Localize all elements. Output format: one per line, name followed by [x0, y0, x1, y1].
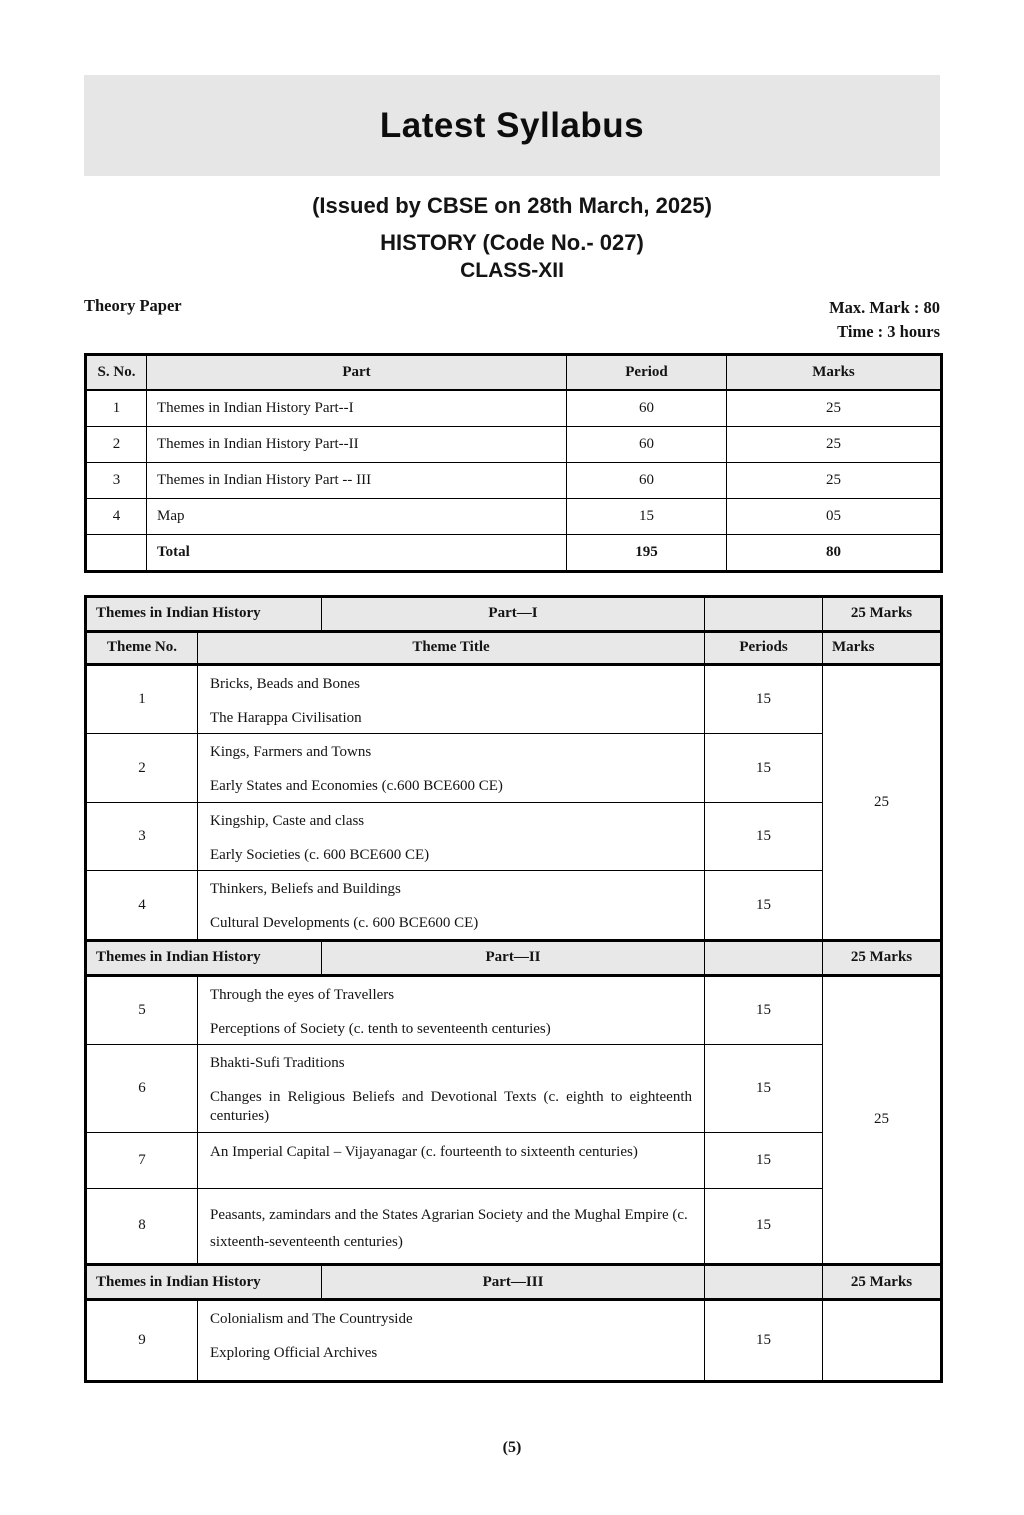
section-marks: 25 — [823, 975, 942, 1264]
row-sno: 1 — [86, 390, 147, 427]
issued-line: (Issued by CBSE on 28th March, 2025) — [312, 193, 712, 218]
theme-no: 5 — [86, 975, 198, 1045]
max-mark-label: Max. Mark : 80 — [829, 298, 940, 317]
theme-periods: 15 — [705, 1132, 823, 1188]
total-sno — [86, 534, 147, 571]
section-label: Themes in Indian History — [86, 596, 322, 631]
theme-periods: 15 — [705, 1188, 823, 1265]
theme-no: 7 — [86, 1132, 198, 1188]
theme-title: Bricks, Beads and Bones — [210, 675, 360, 692]
theme-subtitle: Changes in Religious Beliefs and Devotional Texts (c. eighth to eighteenth centuries) — [210, 1089, 692, 1124]
theme-title-cell — [198, 871, 705, 941]
theme-title-cell — [198, 1132, 705, 1188]
section-empty-cell — [705, 596, 823, 631]
row-marks: 05 — [727, 498, 942, 534]
header-part: Part — [147, 354, 567, 390]
section-label: Themes in Indian History — [86, 940, 322, 975]
marks-time-block — [829, 296, 940, 344]
section-marks: 25 — [823, 664, 942, 940]
theme-no: 6 — [86, 1045, 198, 1132]
header-sno: S. No. — [86, 354, 147, 390]
theme-title: Kings, Farmers and Towns — [210, 744, 372, 761]
section-header-row — [86, 596, 942, 631]
col-theme-no: Theme No. — [86, 631, 198, 664]
theme-title-cell — [198, 1045, 705, 1132]
total-label: Total — [147, 534, 567, 571]
col-marks: Marks — [823, 631, 942, 664]
total-marks: 80 — [727, 534, 942, 571]
summary-table — [84, 353, 943, 573]
syllabus-page — [84, 75, 940, 1457]
theme-title-cell — [198, 975, 705, 1045]
table-row — [86, 462, 942, 498]
row-part: Themes in Indian History Part--II — [147, 426, 567, 462]
table-row — [86, 734, 942, 803]
theme-no: 1 — [86, 664, 198, 734]
page-number: (5) — [502, 1439, 522, 1457]
time-label: Time : 3 hours — [837, 321, 940, 341]
theme-no: 4 — [86, 871, 198, 941]
table-row — [86, 1132, 942, 1188]
theme-no: 3 — [86, 802, 198, 871]
table-row — [86, 498, 942, 534]
theme-periods: 15 — [705, 871, 823, 941]
theme-periods: 15 — [705, 802, 823, 871]
theme-subtitle: Early States and Economies (c.600 BCE600 CE) — [210, 778, 503, 795]
row-period: 60 — [567, 426, 727, 462]
col-theme-title: Theme Title — [198, 631, 705, 664]
theme-subtitle: Cultural Developments (c. 600 BCE600 CE) — [210, 915, 479, 932]
theme-periods: 15 — [705, 664, 823, 734]
theme-title-cell — [198, 664, 705, 734]
row-period: 60 — [567, 390, 727, 427]
themes-table — [84, 595, 943, 1383]
section-marks-header: 25 Marks — [823, 940, 942, 975]
themes-column-header-row — [86, 631, 942, 664]
theme-subtitle: Exploring Official Archives — [210, 1344, 378, 1361]
section-marks-header: 25 Marks — [823, 596, 942, 631]
section-marks-header: 25 Marks — [823, 1265, 942, 1300]
section-part: Part—I — [322, 596, 705, 631]
theme-periods: 15 — [705, 975, 823, 1045]
table-row — [86, 664, 942, 734]
theme-title-cell — [198, 1188, 705, 1265]
theme-title-cell — [198, 1300, 705, 1382]
theme-subtitle: Early Societies (c. 600 BCE600 CE) — [210, 846, 430, 863]
theme-title-cell — [198, 734, 705, 803]
section-empty-cell — [705, 940, 823, 975]
row-part: Themes in Indian History Part--I — [147, 390, 567, 427]
theme-no: 2 — [86, 734, 198, 803]
section-header-row — [86, 940, 942, 975]
table-row — [86, 1188, 942, 1265]
theme-title: Colonialism and The Countryside — [210, 1311, 413, 1328]
table-row — [86, 426, 942, 462]
row-marks: 25 — [727, 462, 942, 498]
row-part: Themes in Indian History Part -- III — [147, 462, 567, 498]
total-period: 195 — [567, 534, 727, 571]
row-period: 60 — [567, 462, 727, 498]
row-sno: 4 — [86, 498, 147, 534]
theory-paper-label: Theory Paper — [84, 296, 182, 315]
header-marks: Marks — [727, 354, 942, 390]
section-part: Part—II — [322, 940, 705, 975]
summary-header-row — [86, 354, 942, 390]
class-line: CLASS-XII — [460, 259, 564, 282]
theme-periods: 15 — [705, 734, 823, 803]
theme-title: Bhakti-Sufi Traditions — [210, 1055, 345, 1072]
theme-no: 8 — [86, 1188, 198, 1265]
header-period: Period — [567, 354, 727, 390]
theme-periods: 15 — [705, 1045, 823, 1132]
theme-subtitle: The Harappa Civilisation — [210, 709, 362, 726]
theme-title: Kingship, Caste and class — [210, 812, 365, 829]
table-row — [86, 975, 942, 1045]
theme-title: Peasants, zamindars and the States Agrarian Society and the Mughal Empire (c. sixteenth-seventeenth centuries) — [210, 1206, 688, 1251]
col-periods: Periods — [705, 631, 823, 664]
theme-periods: 15 — [705, 1300, 823, 1382]
total-row — [86, 534, 942, 571]
row-sno: 3 — [86, 462, 147, 498]
page-title: Latest Syllabus — [379, 105, 645, 145]
theme-title: Through the eyes of Travellers — [210, 986, 395, 1003]
table-row — [86, 802, 942, 871]
theme-subtitle: Perceptions of Society (c. tenth to seventeenth centuries) — [210, 1020, 551, 1037]
table-row — [86, 1045, 942, 1132]
theme-title-cell — [198, 802, 705, 871]
table-row — [86, 871, 942, 941]
section-header-row — [86, 1265, 942, 1300]
meta-row — [84, 296, 940, 344]
section-marks — [823, 1300, 942, 1382]
row-sno: 2 — [86, 426, 147, 462]
section-label: Themes in Indian History — [86, 1265, 322, 1300]
theme-no: 9 — [86, 1300, 198, 1382]
section-part: Part—III — [322, 1265, 705, 1300]
section-empty-cell — [705, 1265, 823, 1300]
banner — [84, 75, 940, 176]
theme-title: Thinkers, Beliefs and Buildings — [210, 881, 401, 898]
row-part: Map — [147, 498, 567, 534]
theme-title: An Imperial Capital – Vijayanagar (c. fourteenth to sixteenth centuries) — [210, 1143, 638, 1160]
subject-line: HISTORY (Code No.- 027) — [380, 230, 644, 255]
table-row — [86, 390, 942, 427]
row-period: 15 — [567, 498, 727, 534]
table-row — [86, 1300, 942, 1382]
row-marks: 25 — [727, 390, 942, 427]
row-marks: 25 — [727, 426, 942, 462]
